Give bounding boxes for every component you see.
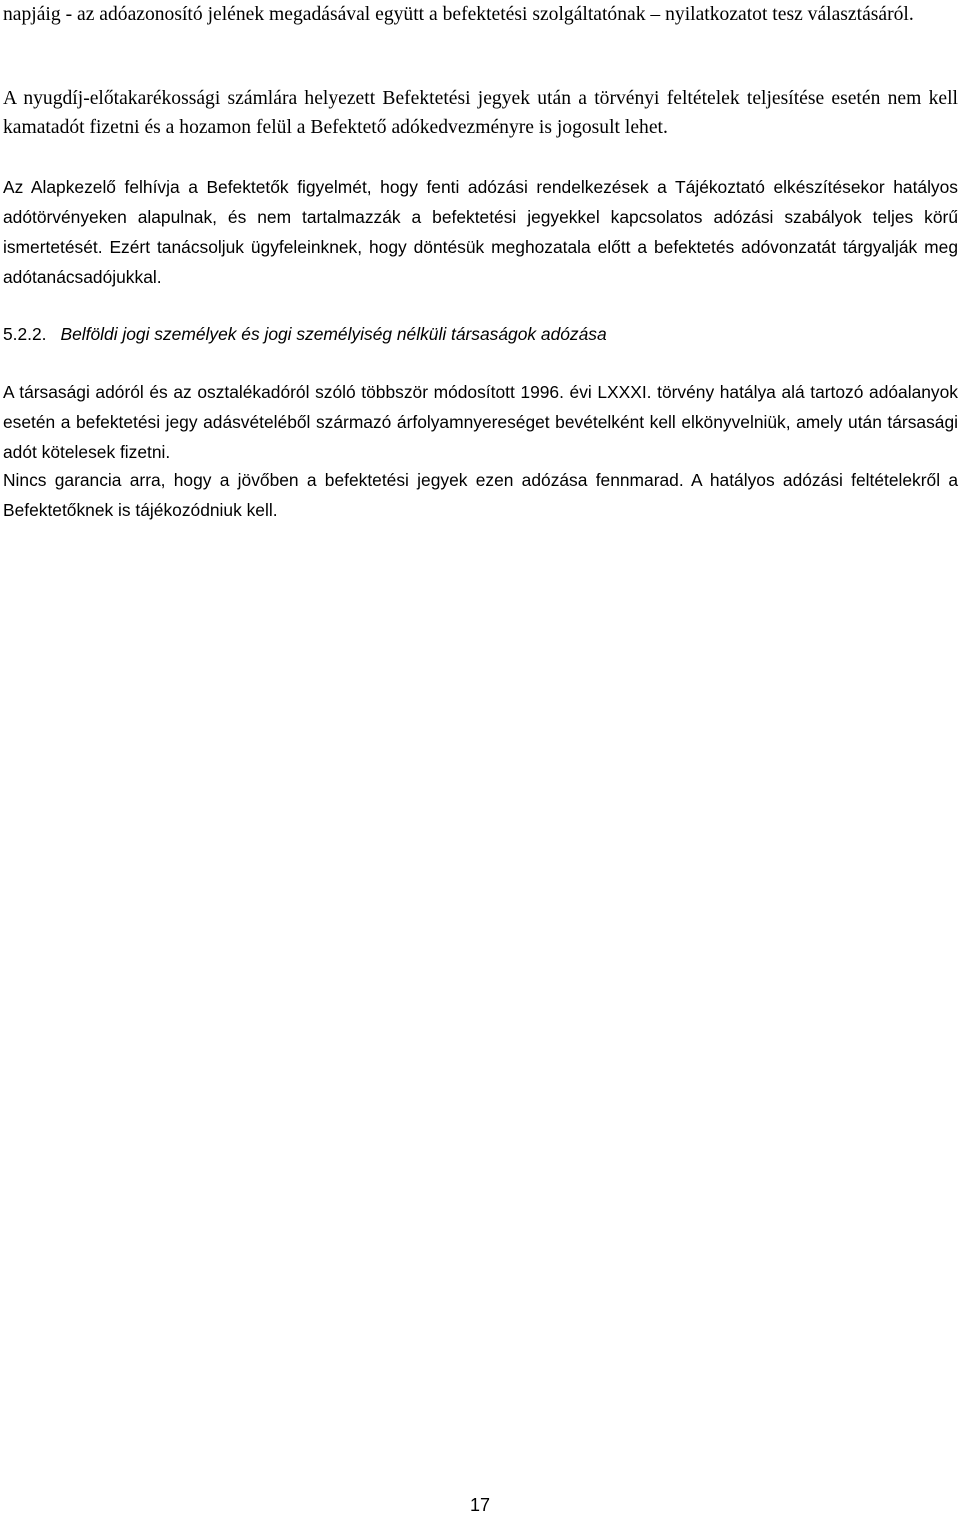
page-number: 17 [469, 1495, 491, 1515]
section-number: 5.2.2. [3, 324, 47, 344]
paragraph-no-guarantee: Nincs garancia arra, hogy a jövőben a befektetési jegyek ezen adózása fennmarad. A hatályos adózási feltételekről a Befektetőknek is tájékozódniuk kell. [3, 470, 958, 520]
paragraph-corporate-tax: A társasági adóról és az osztalékadóról szóló többször módosított 1996. évi LXXXI. törvény hatálya alá tartozó adóalanyok esetén a befektetési jegy adásvételéből származó árfolyamnyereséget bevételként kell elkönyvelniük, amely után társasági adót kötelesek fizetni. [3, 382, 958, 462]
section-title: Belföldi jogi személyek és jogi személyiség nélküli társaságok adózása [60, 324, 607, 344]
section-heading [3, 319, 607, 349]
paragraph-intro-continuation: napjáig - az adóazonosító jelének megadásával együtt a befektetési szolgáltatónak – nyilatkozatot tesz választásáról. [3, 4, 914, 25]
paragraph-fund-manager-notice: Az Alapkezelő felhívja a Befektetők figyelmét, hogy fenti adózási rendelkezések a Tájékoztató elkészítésekor hatályos adótörvényeken alapulnak, és nem tartalmazzák a befektetési jegyekkel kapcsolatos adózási szabályok teljes körű ismertetését. Ezért tanácsoljuk ügyfeleinknek, hogy döntésük meghozatala előtt a befektetés adóvonzatát tárgyalják meg adótanácsadójukkal. [3, 177, 958, 287]
paragraph-pension-account: A nyugdíj-előtakarékossági számlára helyezett Befektetési jegyek után a törvényi feltételek teljesítése esetén nem kell kamatadót fizetni és a hozamon felül a Befektető adókedvezményre is jogosult lehet. [3, 88, 958, 138]
